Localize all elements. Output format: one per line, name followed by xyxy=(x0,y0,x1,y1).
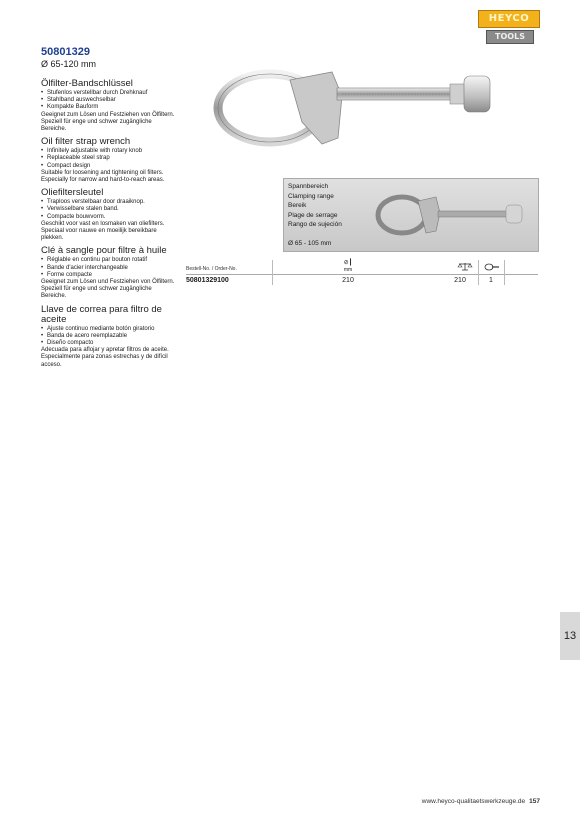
page-number: 157 xyxy=(529,798,540,805)
product-photo xyxy=(212,66,502,156)
lang-block-es xyxy=(41,305,176,369)
lang-text: Geeignet zum Lösen und Festziehen von Ölfiltern. Speziell für enge und schwer zugängliche Bereiche. xyxy=(41,279,175,300)
feature-bullet: • Réglable en continu par bouton rotatif xyxy=(41,257,176,264)
lang-title: Ölfilter-Bandschlüssel xyxy=(41,78,133,89)
table-divider xyxy=(272,260,273,285)
clamping-label-nl: Bereik xyxy=(288,202,307,209)
feature-bullet: • Compact design xyxy=(41,163,176,170)
page-footer xyxy=(422,798,540,805)
chapter-tab: 13 xyxy=(560,612,580,660)
feature-bullet: • Diseño compacto xyxy=(41,340,176,347)
brand-logo-bottom: TOOLS xyxy=(486,30,534,44)
inset-tool-photo xyxy=(374,185,534,245)
table-divider xyxy=(504,260,505,285)
pack-cell: 1 xyxy=(489,277,493,284)
article-number: 50801329 xyxy=(41,46,90,58)
diameter-range: Ø 65-120 mm xyxy=(41,59,97,69)
brand-logo xyxy=(478,10,540,44)
unit-label: mm xyxy=(343,267,353,273)
feature-bullet: • Bande d'acier interchangeable xyxy=(41,265,176,272)
feature-bullet: • Kompakte Bauform xyxy=(41,104,176,111)
feature-bullet: • Compacte bouwvorm. xyxy=(41,214,176,221)
diameter-icon: ⊘┃ xyxy=(343,260,353,266)
table-header xyxy=(186,260,538,275)
description-column xyxy=(41,46,176,373)
order-no-header: Bestell-No. / Order-No. xyxy=(186,266,237,272)
lang-title: Clé à sangle pour filtre à huile xyxy=(41,245,167,257)
feature-bullet: • Forme compacte xyxy=(41,272,176,279)
feature-bullet: • Replaceable steel strap xyxy=(41,155,176,162)
feature-bullet: • Banda de acero reemplazable xyxy=(41,333,176,340)
clamping-label-fr: Plage de serrage xyxy=(288,211,338,219)
scale-icon xyxy=(457,262,473,271)
lang-title: Oil filter strap wrench xyxy=(41,136,131,148)
clamping-label-en: Clamping range xyxy=(288,192,334,200)
table-row xyxy=(186,275,538,286)
lang-text: Suitable for loosening and tightening oil filters. Especially for narrow and hard-to-reach areas. xyxy=(41,169,165,184)
lang-block-nl xyxy=(41,188,176,242)
lang-title: Oliefiltersleutel xyxy=(41,187,104,199)
lang-text: Geeignet zum Lösen und Festziehen von Ölfiltern. Speziell für enge und schwer zugängliche Bereiche. xyxy=(41,111,175,133)
clamping-label-es: Rango de sujeción xyxy=(288,221,342,228)
footer-url: www.heyco-qualitaetswerkzeuge.de xyxy=(421,798,526,805)
brand-logo-top: HEYCO xyxy=(478,10,540,28)
lang-text: Adecuada para aflojar y apretar filtros de aceite. Especialmente para zonas estrechas y de difícil acceso. xyxy=(41,347,169,368)
feature-bullet: • Stufenlos verstellbar durch Drehknauf xyxy=(41,90,176,97)
lang-block-de xyxy=(41,79,176,133)
feature-bullet: • Infinitely adjustable with rotary knob xyxy=(41,148,176,155)
wrench-icon xyxy=(484,263,500,271)
lang-block-en xyxy=(41,137,176,184)
feature-bullet: • Ajuste continuo mediante botón giratorio xyxy=(41,326,176,333)
order-no-cell: 50801329100 xyxy=(186,277,229,284)
weight-cell: 210 xyxy=(454,277,466,284)
diameter-header xyxy=(336,260,360,273)
lang-block-fr xyxy=(41,246,176,300)
clamping-range-value: Ø 65 - 105 mm xyxy=(288,240,332,247)
feature-bullet: • Verwisselbare stalen band. xyxy=(41,206,176,213)
lang-title: Llave de correa para filtro de aceite xyxy=(41,303,162,325)
feature-bullet: • Stahlband auswechselbar xyxy=(41,97,176,104)
diameter-cell: 210 xyxy=(342,277,354,284)
lang-text: Geschikt voor vast en losmaken van oliefilters. Speciaal voor nauwe en moeilijk bereikbare plekken. xyxy=(41,220,165,242)
clamping-label-de: Spannbereich xyxy=(288,183,329,190)
feature-bullet: • Traploos verstelbaar door draaiknop. xyxy=(41,199,176,206)
clamping-range-inset xyxy=(283,178,539,252)
clamping-range-labels xyxy=(288,182,342,230)
order-table xyxy=(186,260,538,286)
table-divider xyxy=(478,260,479,285)
